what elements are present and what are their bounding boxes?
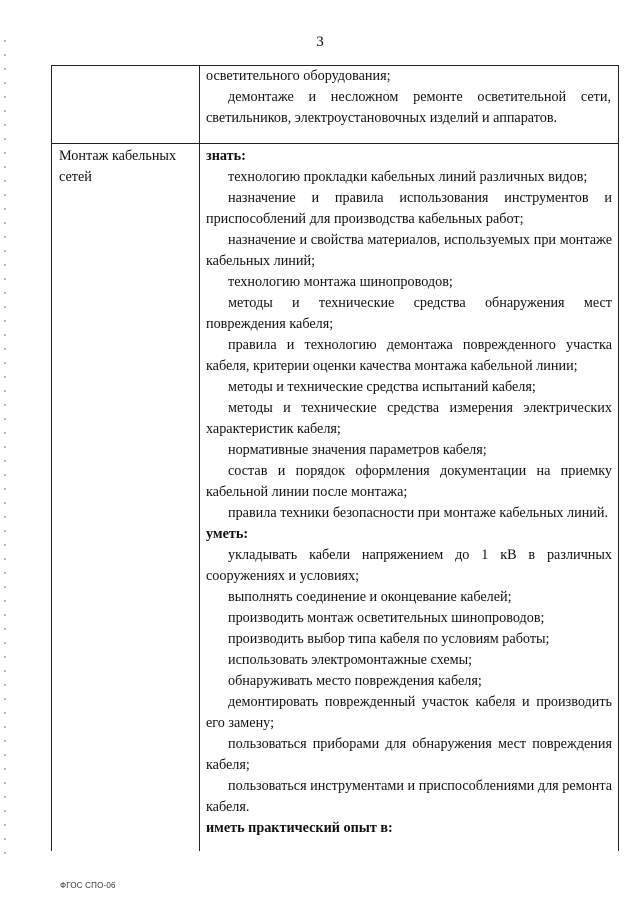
know-item: методы и технические средства измерения электрических характеристик кабеля; (206, 400, 612, 437)
section-title-cell: Монтаж кабельных сетей (59, 148, 177, 185)
can-item: укладывать кабели напряжением до 1 кВ в различных сооружениях и условиях; (206, 547, 612, 584)
know-item: технологию монтажа шинопроводов; (228, 274, 453, 290)
know-item: правила и технологию демонтажа поврежденного участка кабеля, критерии оценки качества монтажа кабельной линии; (206, 337, 612, 374)
can-item: пользоваться инструментами и приспособлениями для ремонта кабеля. (206, 778, 612, 815)
can-item: обнаруживать место повреждения кабеля; (228, 673, 482, 689)
row1-content (206, 66, 611, 129)
can-heading: уметь: (206, 526, 249, 542)
know-item: состав и порядок оформления документации на приемку кабельной линии после монтажа; (206, 463, 612, 500)
row1-line: осветительного оборудования; (206, 68, 391, 84)
column-divider (199, 66, 200, 851)
know-item: правила техники безопасности при монтаже кабельных линий. (228, 505, 609, 521)
scan-edge-artifact (4, 40, 6, 860)
can-item: выполнять соединение и оконцевание кабелей; (228, 589, 512, 605)
can-item: производить монтаж осветительных шинопроводов; (228, 610, 545, 626)
know-item: назначение и свойства материалов, используемых при монтаже кабельных линий; (206, 232, 612, 269)
competency-table (51, 65, 619, 851)
know-item: методы и технические средства испытаний кабеля; (228, 379, 536, 395)
can-item: производить выбор типа кабеля по условиям работы; (228, 631, 550, 647)
footer-code: ФГОС СПО-06 (60, 881, 116, 890)
page-number: 3 (316, 34, 324, 50)
experience-heading: иметь практический опыт в: (206, 820, 393, 836)
know-item: методы и технические средства обнаружения мест повреждения кабеля; (206, 295, 612, 332)
can-item: демонтировать поврежденный участок кабеля и производить его замену; (206, 694, 612, 731)
know-item: назначение и правила использования инструментов и приспособлений для производства кабельных работ; (206, 190, 612, 227)
know-item: нормативные значения параметров кабеля; (228, 442, 487, 458)
row2-content (206, 146, 612, 839)
know-item: технологию прокладки кабельных линий различных видов; (228, 169, 588, 185)
can-item: пользоваться приборами для обнаружения мест повреждения кабеля; (206, 736, 612, 773)
row-divider (52, 143, 618, 144)
can-item: использовать электромонтажные схемы; (228, 652, 473, 668)
row1-line: демонтаже и несложном ремонте осветительной сети, светильников, электроустановочных изделий и аппаратов. (206, 89, 611, 126)
know-heading: знать: (206, 148, 246, 164)
